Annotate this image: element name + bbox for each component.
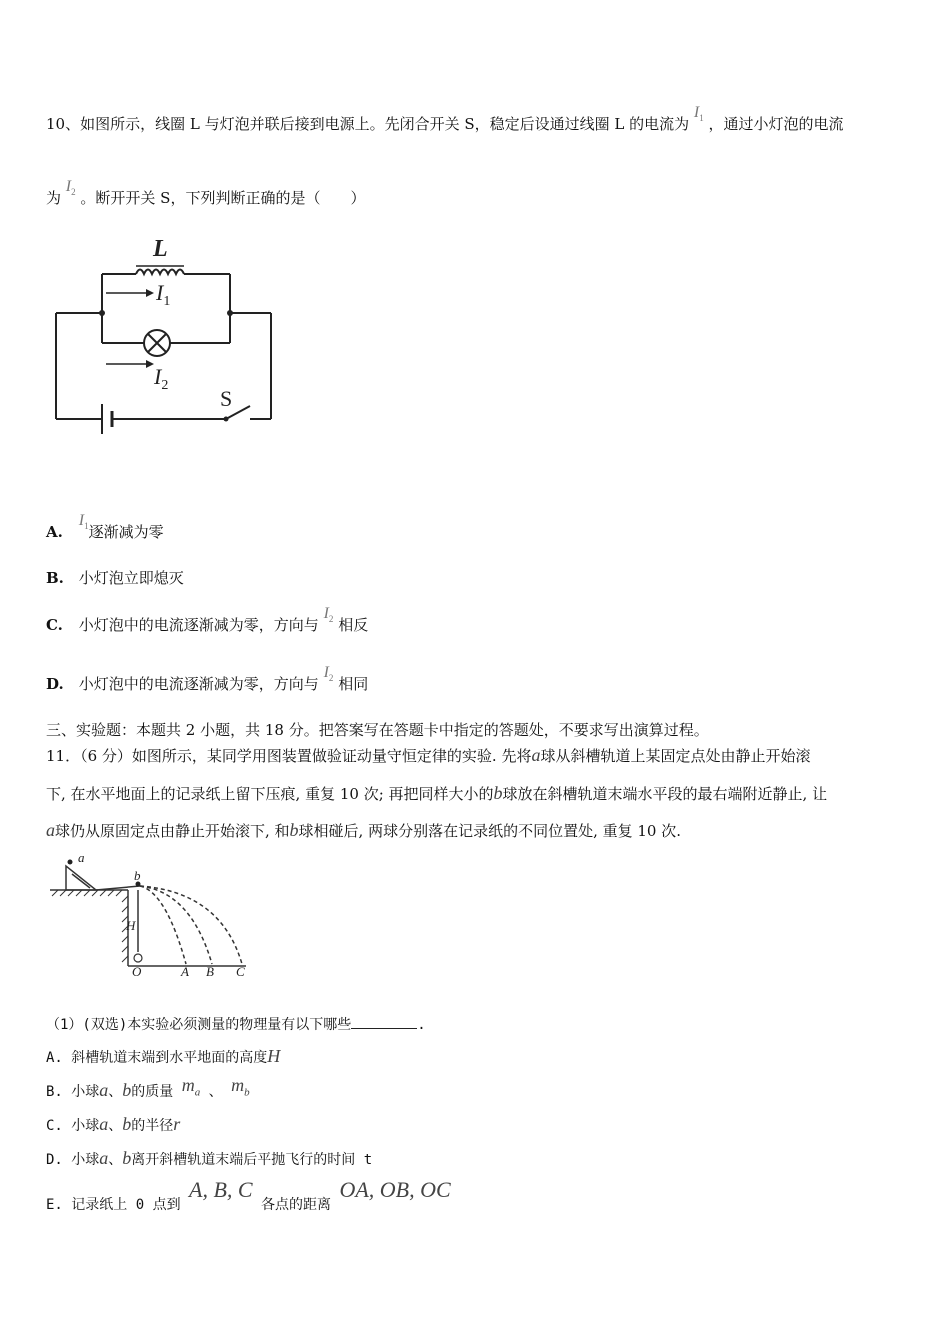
junction-right	[227, 310, 233, 316]
option-d-i2	[324, 663, 334, 688]
i2-symbol	[66, 177, 76, 202]
i1-arrow-icon	[146, 289, 154, 297]
i2-label-sub: 2	[161, 378, 169, 393]
option-a-label: A.	[46, 523, 63, 541]
i2-label	[153, 364, 168, 393]
ma-letter: m	[181, 1075, 195, 1095]
q11-option-c[interactable]	[46, 1114, 180, 1136]
option-c-i2	[324, 604, 334, 629]
i1-symbol	[694, 103, 704, 128]
label-point-c: C	[236, 964, 245, 978]
q11-option-b-ma	[181, 1075, 201, 1099]
q11-option-c-pre: C. 小球	[46, 1118, 100, 1134]
q11-stem-line2	[46, 783, 827, 804]
sub1-text: （1）(双选)本实验必须测量的物理量有以下哪些	[46, 1017, 352, 1033]
q11-subquestion-1	[46, 1014, 426, 1035]
q11-line3a: 球仍从原固定点由静止开始滚下, 和	[55, 822, 290, 840]
q11-sym-b-1: b	[493, 783, 503, 803]
option-d-text: 小灯泡中的电流逐渐减为零，方向与	[78, 675, 319, 693]
i1-label-sub: 1	[163, 294, 171, 309]
q11-option-c-sep: 、	[108, 1118, 123, 1134]
label-b: b	[134, 868, 141, 883]
option-a-i1	[79, 511, 89, 536]
q11-option-b-pre: B. 小球	[46, 1084, 100, 1100]
label-point-a: A	[181, 964, 189, 978]
q11-option-b-b: b	[122, 1080, 132, 1100]
q10-option-a[interactable]	[46, 512, 164, 548]
circuit-diagram	[50, 236, 280, 441]
q11-option-c-r: r	[173, 1114, 181, 1134]
option-d-label: D.	[46, 675, 64, 693]
q11-line2a: 下, 在水平地面上的记录纸上留下压痕, 重复 10 次; 再把同样大小的	[46, 785, 494, 803]
option-c-label: C.	[46, 616, 63, 634]
q11-option-b-mb	[231, 1075, 250, 1099]
q11-option-e-points: A, B, C	[189, 1177, 253, 1202]
option-c-text: 小灯泡中的电流逐渐减为零，方向与	[78, 616, 319, 634]
q11-sym-a-1: a	[531, 745, 541, 765]
answer-blank[interactable]	[351, 1014, 417, 1029]
coil-label: L	[153, 236, 168, 262]
q11-option-b[interactable]	[46, 1075, 250, 1108]
q11-option-b-a: a	[99, 1080, 109, 1100]
q11-option-e[interactable]	[46, 1177, 451, 1215]
option-d-tail: 相同	[338, 675, 369, 693]
label-a: a	[78, 852, 85, 865]
option-b-label: B.	[46, 569, 64, 587]
switch-pivot	[224, 417, 229, 422]
label-o: O	[132, 964, 142, 978]
i2-subscript: 2	[71, 187, 76, 198]
i1-label-letter: I	[156, 280, 164, 305]
q10-option-d[interactable]	[46, 664, 369, 700]
q11-option-c-b: b	[122, 1114, 132, 1134]
ball-a	[68, 860, 73, 865]
option-d-i2-sub: 2	[328, 673, 334, 684]
mb-sub: b	[244, 1086, 250, 1099]
q11-stem-line3	[46, 820, 681, 841]
q11-stem-line1	[46, 745, 810, 766]
q11-option-e-distances: OA, OB, OC	[339, 1177, 451, 1202]
q10-stem-line1	[46, 104, 844, 140]
q10-stem-text2-start: 为	[46, 189, 62, 207]
q11-option-b-mid: 的质量	[131, 1084, 174, 1100]
q11-option-d-a: a	[99, 1148, 109, 1168]
i2-label-letter: I	[154, 364, 162, 389]
junction-left	[99, 310, 105, 316]
q11-option-c-mid: 的半径	[131, 1118, 174, 1134]
q10-option-b[interactable]	[46, 568, 184, 588]
section3-heading: 三、实验题：本题共 2 小题，共 18 分。把答案写在答题卡中指定的答题处，不要求写出演算过程。	[46, 721, 709, 739]
switch-label: S	[220, 386, 233, 411]
q11-option-b-sep2: 、	[208, 1084, 223, 1100]
q10-option-c[interactable]	[46, 605, 369, 641]
option-d-i2-letter: I	[323, 664, 329, 681]
ma-sub: a	[194, 1086, 201, 1099]
label-point-b: B	[206, 964, 214, 978]
q10-stem-text1: 10、如图所示，线圈 L 与灯泡并联后接到电源上。先闭合开关 S，稳定后设通过线圈 L 的电流为	[46, 115, 690, 133]
i1-label	[155, 280, 170, 309]
option-b-text: 小灯泡立即熄灭	[78, 569, 184, 587]
sub1-end: .	[417, 1017, 426, 1033]
q11-option-e-mid: 各点的距离	[261, 1197, 332, 1213]
q11-option-a[interactable]	[46, 1046, 280, 1068]
i2-arrow-icon	[146, 360, 154, 368]
label-h: H	[126, 918, 136, 933]
q11-option-d-pre: D. 小球	[46, 1152, 100, 1168]
q10-stem-line2	[46, 178, 366, 214]
option-c-tail: 相反	[338, 616, 369, 634]
i1-subscript: 1	[699, 113, 704, 124]
option-c-i2-letter: I	[323, 605, 329, 622]
q11-line1b: 球从斜槽轨道上某固定点处由静止开始滚	[540, 747, 811, 765]
q11-sym-b-2: b	[289, 820, 299, 840]
q11-option-d-b: b	[122, 1148, 132, 1168]
option-a-i1-letter: I	[78, 512, 85, 529]
option-c-i2-sub: 2	[328, 614, 334, 625]
q10-stem-text2-end: 。断开开关 S，下列判断正确的是（ ）	[80, 189, 366, 207]
q11-line1a: 11．（6 分）如图所示，某同学用图装置做验证动量守恒定律的实验. 先将	[46, 747, 532, 765]
plumb-bob	[134, 954, 142, 962]
option-a-i1-sub: 1	[84, 521, 89, 532]
i1-letter: I	[693, 104, 700, 121]
q11-option-d-sep: 、	[108, 1152, 123, 1168]
q11-option-c-a: a	[99, 1114, 109, 1134]
q11-option-a-symbol: H	[267, 1046, 281, 1066]
q11-line2b: 球放在斜槽轨道末端水平段的最右端附近静止, 让	[502, 785, 828, 803]
q11-option-d[interactable]	[46, 1148, 372, 1170]
q11-sym-a-2: a	[46, 820, 55, 840]
q10-stem-text1-end: ，通过小灯泡的电流	[708, 115, 844, 133]
ground-hatching	[52, 890, 128, 962]
q11-option-d-mid: 离开斜槽轨道末端后平抛飞行的时间 t	[131, 1152, 373, 1168]
mb-letter: m	[231, 1075, 245, 1095]
q11-option-a-text: A. 斜槽轨道末端到水平地面的高度	[46, 1050, 268, 1066]
i2-letter: I	[65, 178, 72, 195]
q11-line3b: 球相碰后, 两球分别落在记录纸的不同位置处, 重复 10 次.	[298, 822, 682, 840]
option-a-text: 逐渐减为零	[88, 523, 164, 541]
collision-apparatus-diagram	[46, 852, 256, 978]
q11-option-b-sep1: 、	[108, 1084, 123, 1100]
q11-option-e-pre: E. 记录纸上 0 点到	[46, 1197, 181, 1213]
